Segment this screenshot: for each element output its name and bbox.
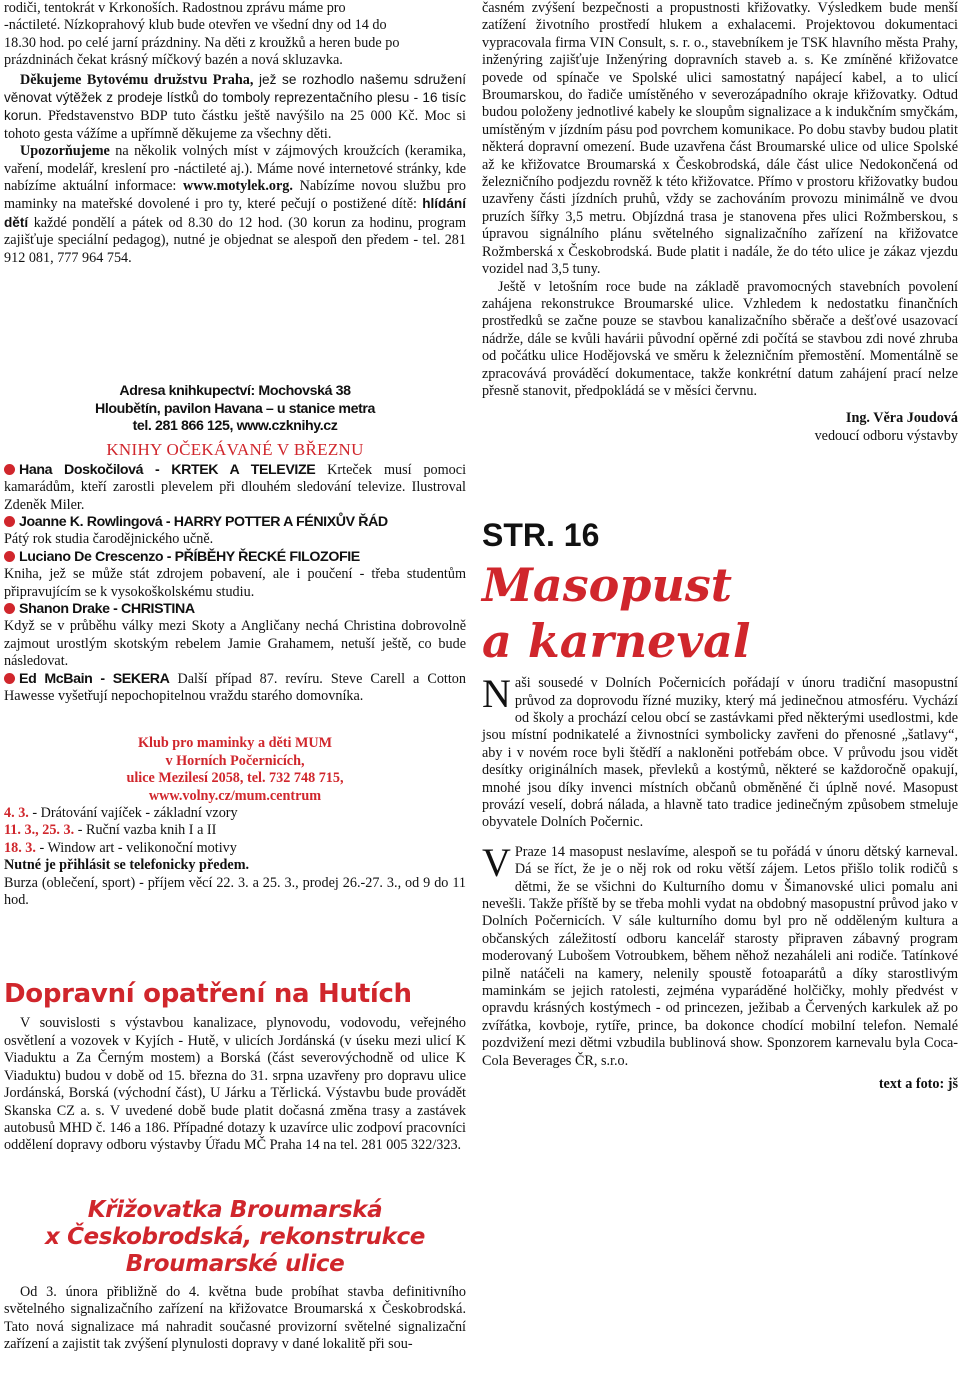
left-column <box>4 0 466 1353</box>
intro-line: rodiči, tentokrát v Krkonoších. Radostnou zprávu máme pro <box>4 0 346 16</box>
crossing-title-line: x Českobrodská, rekonstrukce <box>45 1223 425 1250</box>
bookstore-location: Hloubětín, pavilon Havana – u stanice metra <box>94 400 376 417</box>
notice-web-link[interactable]: www.motylek.org. <box>183 178 293 195</box>
carnival-title-line: a karneval <box>482 614 751 669</box>
club-name: Klub pro maminky a děti MUM <box>137 735 333 752</box>
notice-text: na několik volných míst v zájmových kroužcích (keramika, vaření, modelář, kreslení pro -náctileté aj.). Máme nové internetové stránky, kde nabízíme aktuální informace: <box>4 143 466 195</box>
notice-paragraph <box>4 143 466 267</box>
crossing-article <box>4 1197 466 1354</box>
books-heading: KNIHY OČEKÁVANÉ V BŘEZNU <box>106 440 364 460</box>
book-item <box>4 462 466 514</box>
club-web-link[interactable]: www.volny.cz/mum.centrum <box>148 787 322 804</box>
club-item <box>4 822 466 839</box>
bullet-dot-icon <box>4 516 15 527</box>
club-item-text: - Drátování vajíček - základní vzory <box>28 805 238 822</box>
club-item <box>4 805 466 822</box>
bullet-dot-icon <box>4 464 15 475</box>
notice-service: hlídání dětí <box>4 196 466 230</box>
right-column <box>482 0 958 1094</box>
intro-line: prázdninách čekat krásný míčkový bazén a nová skluzavka. <box>4 52 343 69</box>
club-note: Nutné je přihlásit se telefonicky předem. <box>4 857 250 874</box>
book-item <box>4 514 466 531</box>
bookstore-contact: tel. 281 866 125, www.czknihy.cz <box>132 417 338 434</box>
bookstore-address: Adresa knihkupectví: Mochovská 38 <box>119 383 351 400</box>
intro-line: 18.30 hod. po celé jarní prázdniny. Na děti z kroužků a heren bude po <box>4 34 400 51</box>
bullet-dot-icon <box>4 673 15 684</box>
club-item-date: 4. 3. <box>4 805 29 822</box>
page-reference: STR. 16 <box>482 517 600 554</box>
traffic-text: V souvislosti s výstavbou kanalizace, plynovodu, vodovodu, veřejného osvětlení a vozovek v Kyjích - Hutě, v ulicích Jordánská (v úseku mezi ulicí K Viaduktu a Za Černým mostem) a Borská (část severovýchodně od ulice K Viaduktu) budou v době od 15. března do 31. srpna uzavřeny pro dopravu ulice Jordánská, Borská (východní část), U Járku a Těrlická. Výstavbu bude provádět Skanska CZ a. s. V uvedené době bude platit dočasná změna trasy a zastávek autobusů MHD č. 146 a 186. Případné dotazy k uzavírce ulic zodpoví pracovníci oddělení dopravy odboru výstavby Úřadu MČ Praha 14 na tel. 281 005 322/323. <box>4 1015 466 1154</box>
traffic-article <box>4 979 466 1154</box>
club-item-text: - Ruční vazba knih I a II <box>74 822 217 839</box>
book-item <box>4 671 466 706</box>
carnival-title <box>482 557 958 669</box>
book-desc: Kniha, jež se může stát zdrojem pobavení, ale i poučení - třeba studentům připravujícím se k vysokoškolskému studiu. <box>4 566 466 600</box>
book-desc: Další případ 87. revíru. Steve Carell a Cotton Hawesse vyšetřují nepochopitelnou vraždu starého domovníka. <box>4 670 466 704</box>
thanks-bold: Děkujeme Bytovému družstvu Praha, <box>20 71 254 88</box>
thanks-paragraph <box>4 71 466 144</box>
intro-text: -náctileté. Nízkoprahový klub bude otevřen ve všední dny od 14 do <box>4 17 387 34</box>
crossing-title <box>4 1197 466 1278</box>
crossing-text: Od 3. února přibližně do 4. května bude probíhat stavba definitivního světelného signalizačního zařízení na křižovatce Broumarská x Českobrodská. Tato nová signalizace má nahradit současné provizorní světelné signalizační zařízení a zajistit tak zvýšení plynulosti dopravy v dané lokalitě při sou- <box>4 1283 466 1352</box>
club-item <box>4 840 466 857</box>
crossing-title-line: Broumarské ulice <box>125 1250 345 1277</box>
thanks-sans: jež se rozhodlo našemu sdružení věnovat výtěžek z prodeje lístků do tomboly reprezentačního plesu - 16 tisíc korun. <box>4 71 466 124</box>
drop-cap: V <box>482 839 511 885</box>
crossing-title-line: Křižovatka Broumarská <box>87 1196 383 1223</box>
club-item-date: 11. 3., 25. 3. <box>4 822 75 839</box>
crossing-continued: časném zvýšení bezpečnosti a propustnosti křižovatky. Výsledkem bude menší zatížení životního prostředí hlukem a exhalacemi. Projektovou dokumentaci vypracovala firma VIN Consult, s. r. o., stavebníkem je TSK hlavního města Prahy, inženýring zajišťuje Inženýring dopravních staveb a. s. Ke zmíněné křižovatce povede od spínače ve Spolské ulici samostatný napájecí kabel, a to ulicí Broumarskou, do řadiče umístěného v severozápadního okraje křižovatky. Odtud budou položeny jednotlivé kabely ke sloupům signalizace a k indukčním smyčkám, umístěným v jízdním pásu pod povrchem komunikace. Po dobu stavby budou platit některá dopravní omezení. Bude uzavřena část Broumarské ulice od ulice Spolské až ke křižovatce Broumarská x Českobrodská, dále část ulice Nedokončená od železničního podjezdu rovněž k této křižovatce. Přímo v prostoru křižovatky budou uzavřeny části jízdních pruhů, vždy se zachováním provozu minimálně ve dvou pruzích šířky 3,5 metru. Objízdná trasa je stanovena přes ulici Rožmberskou, s úpravou signálního plánu světelného signalizačního zařízení na křižovatce Rožmberská x Českobrodská. Bude platit i nadále, že do této ulice je zákaz vjezdu vozidel nad 3,5 tuny. <box>482 0 958 278</box>
carnival-text: aši sousedé v Dolních Počernicích pořádají v únoru tradiční masopustní průvod za doprovodu řízné muziky, který má jedinečnou atmosféru. Vychází od školy a prochází celou obcí se zastávkami před některými usedlostmi, kde jsou místní podnikatelé a živnostníci symbolicky zavřeni do přenosné „šatlavy“, aby i v novém roce byli štědří a nakloněni potřebám obce. V průvodu jsou vidět desítky originálních masek, převleků a kostýmů, některé se každoročně opakují, mnohé jsou díky invenci místních občanů obměněné či úplně nové. Masopust provází veselí, dobrá nálada, a hlavně tato tradice jedinečným způsobem stmeluje obyvatele Dolních Počernic. <box>482 675 958 831</box>
thanks-rest: Představenstvo BDP tuto částku ještě navýšilo na 25 000 Kč. Moc si tohoto gesta vážíme a upřímně děkujeme za všechny děti. <box>4 108 466 142</box>
carnival-paragraph <box>482 839 958 1070</box>
notice-text3: každé pondělí a pátek od 8.30 do 12 hod. (30 korun za hodinu, program zajišťuje speciální pedagog), nutné je objednat se alespoň den předem - tel. 281 912 081, 777 964 754. <box>4 214 466 266</box>
club-address: ulice Mezilesí 2058, tel. 732 748 715, <box>126 770 344 787</box>
mum-intro <box>4 0 466 70</box>
book-item <box>4 601 466 618</box>
book-author: Ed McBain <box>19 670 93 687</box>
bullet-dot-icon <box>4 603 15 614</box>
carnival-text: Praze 14 masopust neslavíme, alespoň se tu pořádá v únoru dětský karneval. Dá se říct, že je o něj rok od roku větší zájem. Letos přišlo tolik rodičů s dětmi, že se všichni do Kulturního domu v Šimanovské ulici pomalu ani nevešli. Takže příště by se třeba mohli vydat na obdobný masopustní průvod jako v Dolních Počernicích. V sále kulturního domu byl pro ně odděleným kultura a občanských záležitostí odboru kancelář starosty připraven zábavný program moderovaný Lubošem Votroubkem, během něhož nezaháleli ani rodiče. Tatínkové pilně natáčeli na kamery, nelenily spoustě fotoaparátů a díky starostlivým maminkám se jejich ratolesti, zejména vyparáděné holčičky, mohly předvést v opravdu krásných kostýmech - od princezen, ježibab a Červených karkulek až po zvířátka, kovboje, rytíře, prince, ba dokonce chodící mobilní telefon. Nemalé pozdvižení mezi dětmi vzbudila bublinová show. Sponzorem karnevalu byla Coca-Cola Beverages ČR, s.r.o. <box>482 843 958 1069</box>
crossing-reconstruction: Ještě v letošním roce bude na základě pravomocných stavebních povolení zahájena rekonstrukce Broumarské ulice. Vzhledem k nedostatku finančních prostředků se začne pouze se stavbou kanalizačního sběrače a dešťové usazovací nádrže, dále se kvůli havárii původní opěrné zdi počítá se stavbou zdi nové zhruba od počátku ulice Hodějovská ve směru k železničním přemostění. Momentálně se zpracovává prováděcí dokumentace, takže konkrétní datum zahájení prací nelze přesně stanovit, předpokládá se v měsíci červnu. <box>482 278 958 399</box>
notice-bold: Upozorňujeme <box>20 143 110 160</box>
bullet-dot-icon <box>4 551 15 562</box>
article-credit: text a foto: jš <box>878 1076 958 1093</box>
book-title: - PŘÍBĚHY ŘECKÉ FILOZOFIE <box>163 548 360 565</box>
club-item-date: 18. 3. <box>4 839 36 856</box>
intro-line <box>4 17 466 34</box>
book-desc: Krteček musí pomoci kamarádům, kteří zarostli plevelem při dlouhém sledování televize. Ilustroval Zdeněk Miler. <box>4 461 467 513</box>
book-author: Hana Doskočilová <box>19 461 144 478</box>
signature-role: vedoucí odboru výstavby <box>814 427 958 444</box>
book-item <box>4 549 466 566</box>
book-title: - CHRISTINA <box>109 600 195 617</box>
club-bazaar: Burza (oblečení, sport) - příjem věcí 22. 3. a 25. 3., prodej 26.-27. 3., od 9 do 11 hod. <box>4 874 466 909</box>
bookstore-box <box>4 383 466 705</box>
carnival-title-line: Masopust <box>482 558 733 613</box>
book-author: Shanon Drake <box>19 600 110 617</box>
book-title: - SEKERA <box>92 670 170 687</box>
traffic-title: Dopravní opatření na Hutích <box>4 979 412 1010</box>
notice-text2: Nabízíme novou službu pro maminky na mateřské dovolené i pro ty, které pečují o postižené dítě: <box>4 178 466 213</box>
book-author: Joanne K. Rowlingová <box>19 513 163 530</box>
club-box <box>4 735 466 909</box>
book-title: - KRTEK A TELEVIZE <box>143 461 316 478</box>
carnival-paragraph <box>482 671 958 832</box>
drop-cap: N <box>482 671 511 717</box>
club-place: v Horních Počernicích, <box>165 752 305 769</box>
signature-name: Ing. Věra Joudová <box>845 410 958 427</box>
club-item-text: - Window art - velikonoční motivy <box>35 839 237 856</box>
book-author: Luciano De Crescenzo <box>19 548 164 565</box>
book-desc: Když se v průběhu války mezi Skoty a Angličany nechá Christina dobrovolně zajmout urostlým skotským rebelem Jamie Grahamem, netuší ještě, co bude následovat. <box>4 618 466 670</box>
book-title: - HARRY POTTER A FÉNIXŮV ŘÁD <box>162 513 388 530</box>
book-desc: Pátý rok studia čarodějnického učně. <box>4 531 214 548</box>
